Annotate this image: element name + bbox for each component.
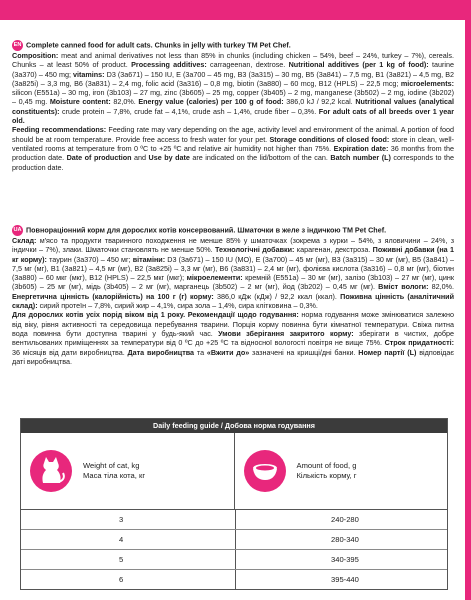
en-energy-text: 386,0 kJ / 92,2 kcal. bbox=[283, 97, 356, 107]
top-accent-strip bbox=[0, 0, 471, 20]
en-nutval-text: crude protein – 7,8%, crude fat – 4,1%, crude ash – 1,4%, crude fiber – 0,3%. bbox=[59, 106, 319, 116]
ua-vitamins-label: вітаміни: bbox=[132, 254, 166, 264]
en-dateprod-label: Date of production bbox=[66, 153, 132, 163]
en-dateind-text: are indicated on the lid/bottom of the can. bbox=[189, 153, 331, 163]
en-vitamins-label: vitamins: bbox=[73, 69, 105, 79]
ua-feeding-text: норма годування може змінюватися залежно від віку, рівня активності та середовища перебування тварини. Порція корму повинна бути кімнатної температури. Свіжа питна вода повинна бути доступна тварині у будь-який час. bbox=[12, 310, 454, 338]
ua-title: Повнораціонний корм для дорослих котів консервований. Шматочки в желе з індичкою ТМ Pet Chef. bbox=[26, 225, 387, 235]
right-accent-edge bbox=[465, 0, 471, 600]
en-storage-text: store in clean, well-ventilated rooms at temperature from 0 ºC to +25 ºC and relative air humidity not higher than 75%. bbox=[12, 134, 454, 153]
ua-vitamins-text: D3 (3a671) – 150 IU (МО), E (3a700) – 45 мг (мг), B3 (3a315) – 30 мг (мг), B5 (3a841) – 7,5 мг (мг), B1 (3a821) – 4,5 мг (мг), B2 (3a825i) – 3,3 мг (мг), B6 (3a831) – 2,4 мг (мг), фолієва кислота (3a316) – 0,8 мг (мг), біотин (3a880) – 60 мкг (мкг), B12 (HPLS) – 22,5 мкг (мкг); bbox=[12, 254, 455, 283]
ua-language-badge: UA bbox=[12, 225, 23, 236]
amount-column-label-ua: Кількість корму, г bbox=[296, 471, 357, 480]
ua-feeding-label: Рекомендації щодо годування: bbox=[187, 310, 299, 320]
en-storage-label: Storage conditions of closed food: bbox=[269, 134, 390, 144]
en-allbreeds: For adult cats of all breeds over 1 year old. bbox=[12, 106, 454, 126]
weight-cell: 5 bbox=[119, 555, 124, 564]
ua-nutval-label: Поживна цінність (аналітичний склад): bbox=[12, 291, 455, 311]
en-composition-text: meat and animal derivatives not less than 85% in chunks (including chicken – 54%, beef – 24%, turkey – 7%), cereals. Chunks – at least 50% of product. bbox=[12, 51, 454, 70]
en-usebydate-label: Use by date bbox=[148, 153, 190, 163]
en-feeding-text: Feeding rate may vary depending on the age, activity level and environment of the animal. A portion of food should be at room temperature. Provide free access to fresh water for your pet. bbox=[12, 125, 454, 144]
feeding-guide-title: Daily feeding guide / Добова норма годування bbox=[21, 419, 447, 433]
ua-tech-text: карагенан, декстроза. bbox=[294, 245, 373, 255]
en-nutval-label: Nutritional values (analytical constituents): bbox=[12, 97, 455, 116]
ua-tech-label: Технологічні добавки: bbox=[215, 245, 295, 255]
ua-sklad-text: м'ясо та продукти тваринного походження не менше 85% у шматочках (зокрема з курки – 54%, з яловичини – 24%, з індички – 7%), злаки. Шматочки становлять не менше 50%. bbox=[12, 236, 454, 255]
table-row bbox=[21, 569, 447, 589]
english-text bbox=[12, 40, 454, 172]
ua-pozh-label: Поживні добавки (на 1 кг корму): bbox=[12, 245, 454, 264]
ua-storage-text: зберігати в чистих, добре вентильованих приміщеннях за температури від 0 ºC до +25 ºC та відносної вологості повітря не вище 75%. bbox=[12, 328, 454, 348]
weight-column-label-ua: Маса тіла кота, кг bbox=[83, 471, 146, 480]
english-section bbox=[12, 40, 454, 172]
en-vitamins-text: D3 (3a671) – 150 IU, E (3a700 – 45 mg, B3 (3a315) – 30 mg, B5 (3a841) – 7,5 mg, B1 (3a821) – 4,5 mg, B2 (3a825i) – 3,3 mg, B6 (3a831) – 2,4 mg, folic acid (3a316) – 0,8 mg, biotin (3a880) – 60 mcg, B12 (HPLS) – 22,5 mcg; bbox=[12, 69, 454, 88]
en-nutritional-text: taurine (3a370) – 450 mg; bbox=[12, 60, 454, 79]
ua-pozh-text: таурин (3a370) – 450 мг; bbox=[46, 254, 133, 264]
ua-vzhyty-label: «Вжити до» bbox=[206, 347, 250, 357]
ukrainian-text bbox=[12, 225, 454, 366]
en-title: Complete canned food for adult cats. Chunks in jelly with turkey TM Pet Chef. bbox=[26, 40, 291, 50]
en-batch-text: corresponds to the production date. bbox=[12, 153, 454, 172]
en-and-text: and bbox=[131, 153, 149, 163]
food-bowl-icon bbox=[243, 449, 287, 493]
en-microelements-label: microelements: bbox=[400, 78, 454, 88]
weight-cell: 4 bbox=[119, 535, 124, 544]
weight-column-label-en: Weight of cat, kg bbox=[83, 461, 140, 470]
en-composition-label: Composition: bbox=[12, 51, 59, 60]
amount-cell: 280-340 bbox=[235, 530, 447, 549]
feeding-guide-header bbox=[21, 433, 447, 510]
en-energy-label: Energy value (calories) per 100 g of food: bbox=[138, 97, 284, 107]
amount-cell: 240-280 bbox=[235, 510, 447, 529]
feeding-guide-table bbox=[20, 418, 448, 590]
cat-icon bbox=[29, 449, 73, 493]
weight-column-header bbox=[21, 433, 234, 509]
en-processing-text: carrageenan, dextrose. bbox=[206, 60, 289, 70]
ua-and-text: та bbox=[194, 347, 207, 357]
en-expiration-label: Expiration date: bbox=[333, 143, 389, 153]
ua-energy-text: 386,0 кДж (кДж) / 92,2 ккал (ккал). bbox=[213, 291, 341, 301]
ua-dateind-text: зазначені на кришці/дні банки. bbox=[249, 347, 359, 357]
amount-column-label-en: Amount of food, g bbox=[296, 461, 357, 470]
en-expiration-text: 36 months from the production date. bbox=[12, 143, 454, 163]
ua-term-label: Строк придатності: bbox=[384, 338, 454, 348]
ua-batch-label: Номер партії (L) bbox=[358, 347, 417, 357]
amount-cell: 340-395 bbox=[235, 550, 447, 569]
weight-cell: 3 bbox=[119, 515, 124, 524]
ua-microelements-label: мікроелементи: bbox=[186, 273, 243, 283]
en-feeding-label: Feeding recommendations: bbox=[12, 125, 107, 135]
table-row bbox=[21, 549, 447, 569]
ua-moisture-label: Вміст вологи: bbox=[378, 282, 429, 292]
en-batch-label: Batch number (L) bbox=[330, 153, 391, 163]
table-row bbox=[21, 529, 447, 549]
ua-storage-label: Умови зберігання закритого корму: bbox=[218, 328, 354, 338]
ua-batch-text: відповідає даті виробництва. bbox=[12, 347, 454, 366]
ua-energy-label: Енергетична цінність (калорійність) на 100 г (г) корму: bbox=[12, 291, 214, 301]
ua-term-text: 36 місяців від дати виробництва. bbox=[12, 347, 128, 357]
ukrainian-section bbox=[12, 225, 454, 366]
feeding-guide-rows bbox=[21, 510, 447, 589]
amount-cell: 395-440 bbox=[235, 570, 447, 589]
ua-datevyr-label: Дата виробництва bbox=[127, 347, 195, 357]
ua-moisture-text: 82,0%. bbox=[428, 282, 454, 292]
weight-cell: 6 bbox=[119, 575, 124, 584]
en-moisture-text: 82,0%. bbox=[110, 97, 139, 107]
table-row bbox=[21, 510, 447, 529]
en-moisture-label: Moisture content: bbox=[49, 97, 111, 107]
ua-microelements-text: кремній (E551a) – 30 мг (мг), залізо (3b103) – 27 мг (мг), цинк (3b605) – 25 мг (мг), мідь (3b405) – 2 мг (мг), марганець (3b502) – 2 мг (мг), йод (3b202) – 0,45 мг (мг). bbox=[12, 273, 455, 292]
en-microelements-text: silicon (E551a) – 30 mg, iron (3b103) – 27 mg, zinc (3b605) – 25 mg, copper (3b405) – 2 mg, manganese (3b502) – 2 mg, iodine (3b202) – 0,45 mg. bbox=[12, 88, 454, 107]
en-processing-label: Processing additives: bbox=[131, 60, 207, 70]
en-language-badge: EN bbox=[12, 40, 23, 51]
ua-allbreeds: Для дорослих котів усіх порід віком від 1 року. bbox=[12, 310, 186, 320]
amount-column-header bbox=[234, 433, 448, 509]
en-nutritional-label: Nutritional additives (per 1 kg of food): bbox=[288, 60, 429, 70]
ua-nutval-text: сирий протеїн – 7,8%, сирий жир – 4,1%, сира зола – 1,4%, сира клітковина – 0,3%. bbox=[37, 301, 318, 311]
ua-sklad-label: Склад: bbox=[12, 236, 37, 245]
